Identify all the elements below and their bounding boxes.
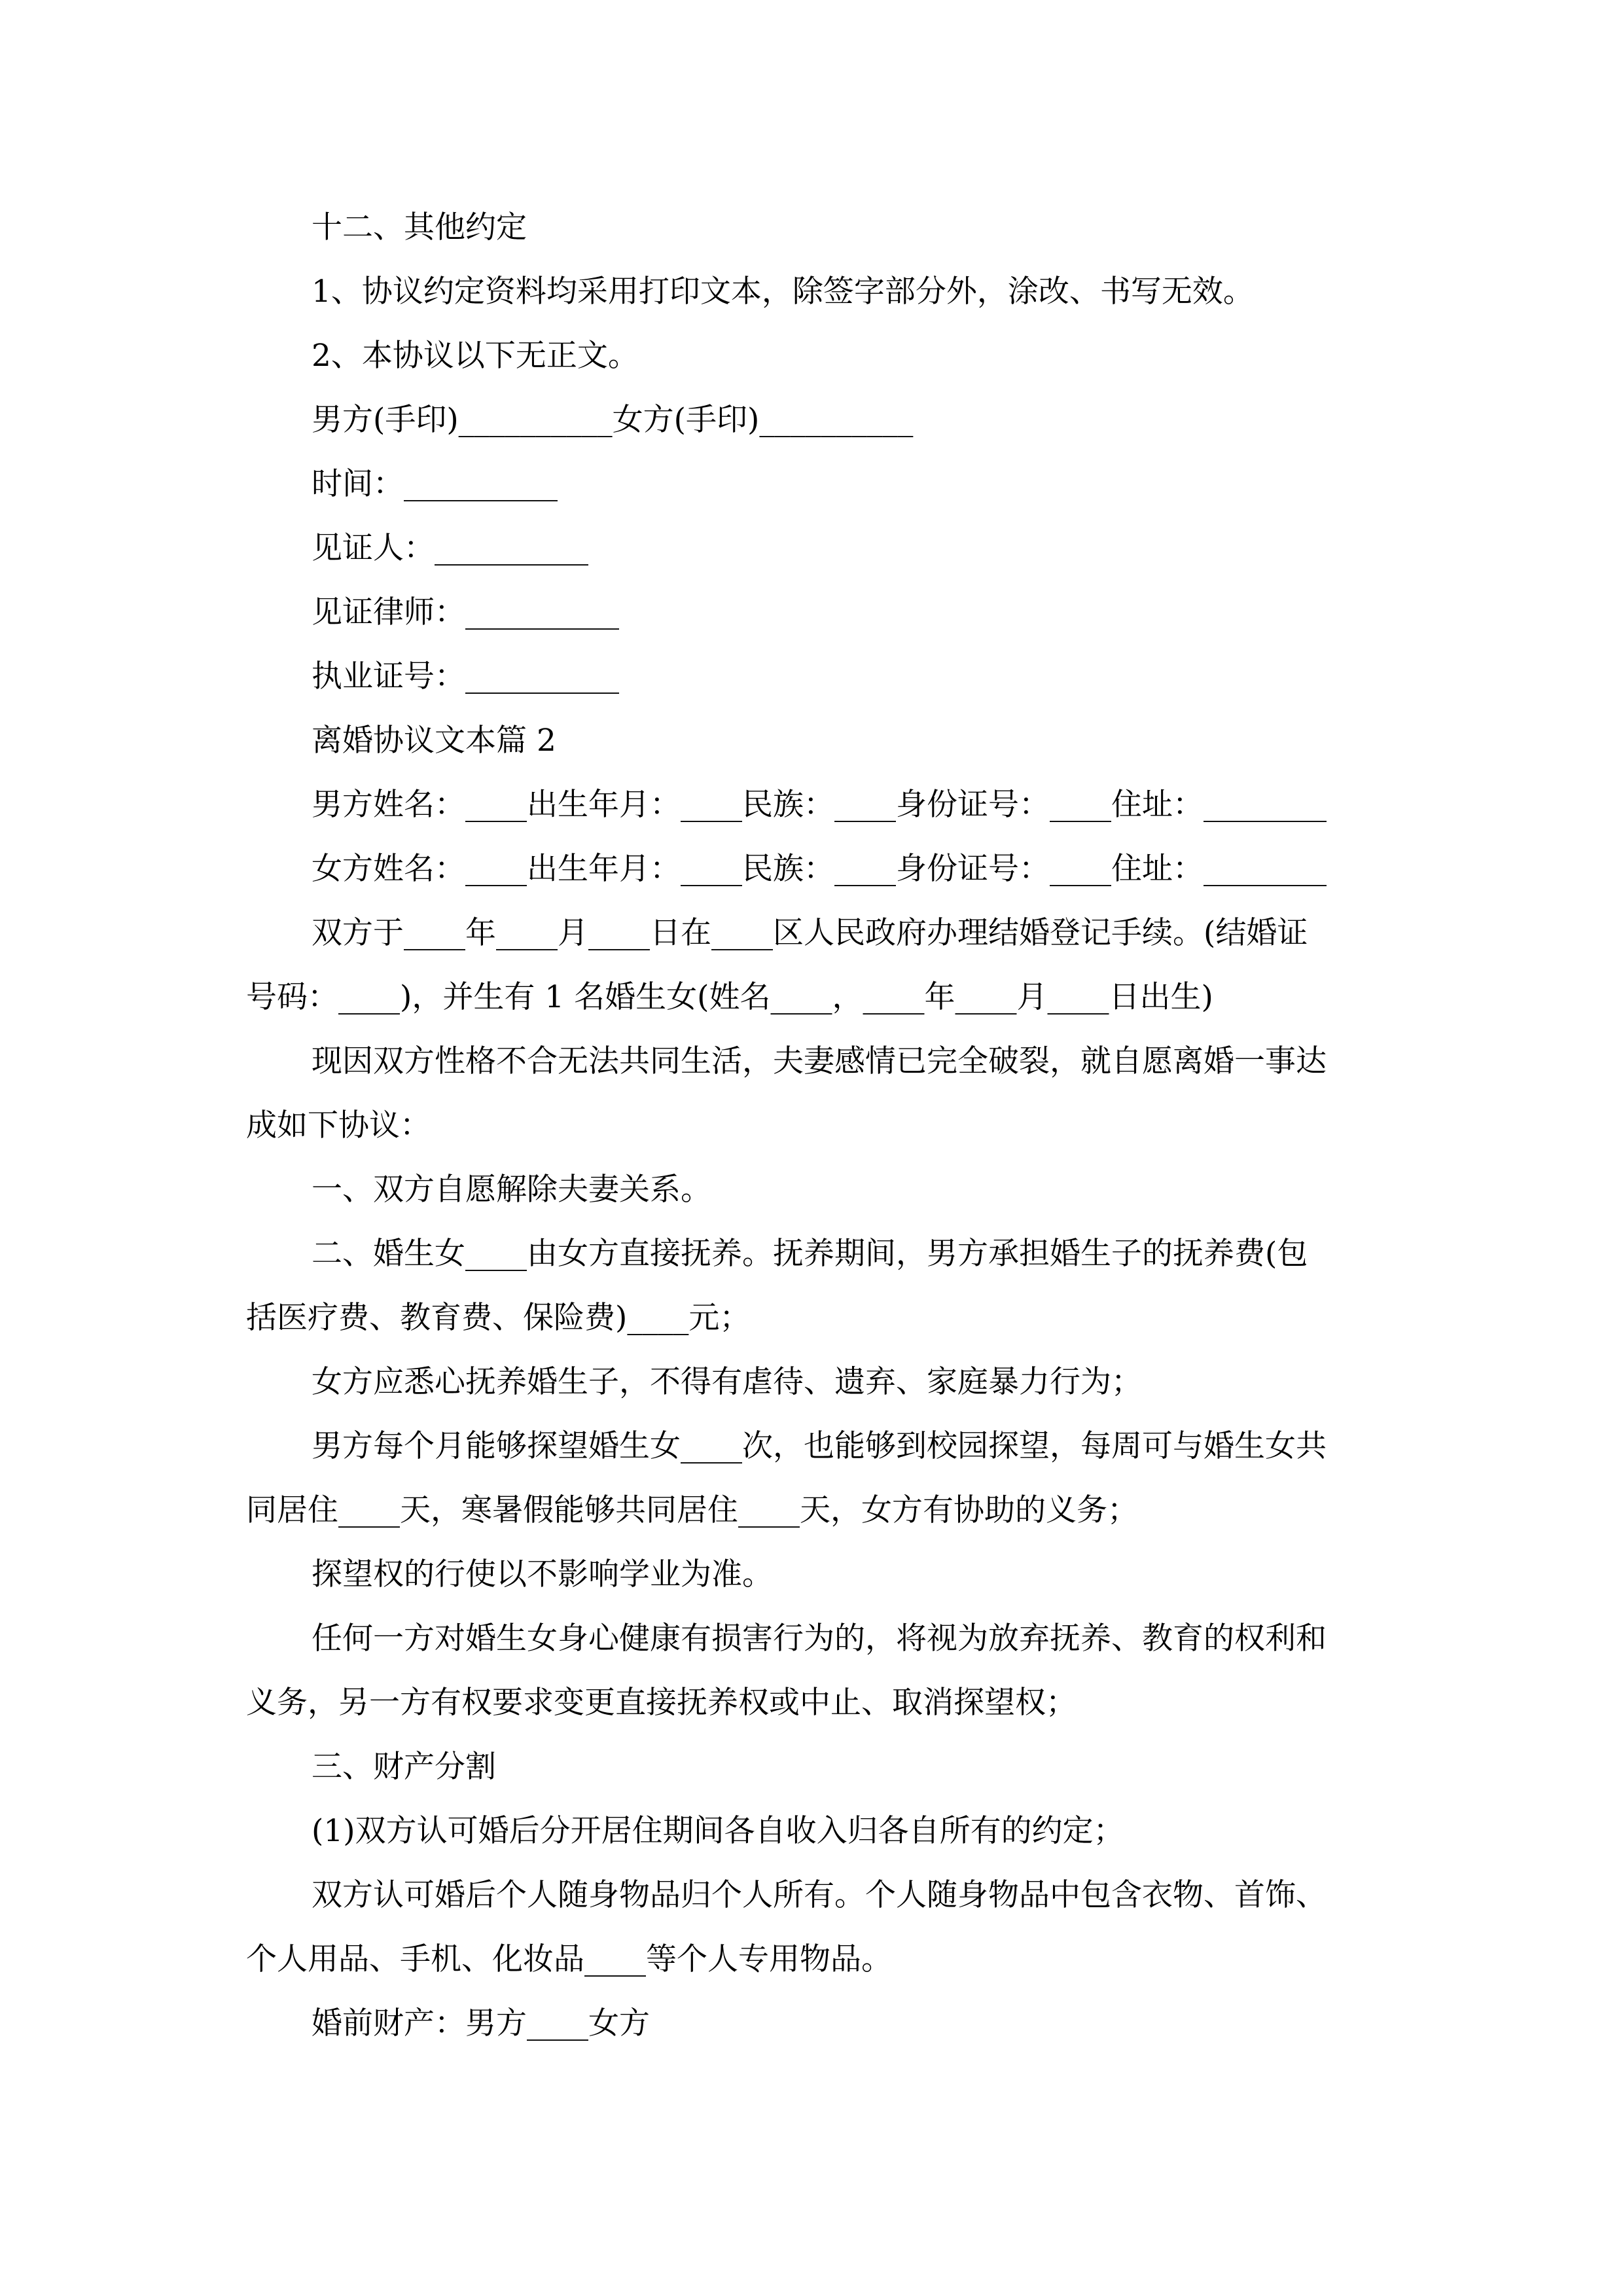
document-title: 离婚协议文本篇 2 [312, 723, 556, 759]
paragraph-continuation: 号码：____)，并生有 1 名婚生女(姓名____，____年____月____日出生) [246, 979, 1213, 1015]
paragraph: 双方于____年____月____日在____区人民政府办理结婚登记手续。(结婚证 [312, 915, 1308, 951]
signature-line-fingerprints: 男方(手印)__________女方(手印)__________ [312, 402, 914, 438]
paragraph: (1)双方认可婚后分开居住期间各自收入归各自所有的约定； [312, 1813, 1124, 1849]
section-heading-3: 三、财产分割 [312, 1749, 496, 1785]
paragraph: 女方应悉心抚养婚生子，不得有虐待、遗弃、家庭暴力行为； [312, 1364, 1142, 1400]
signature-line-date: 时间：__________ [312, 466, 558, 502]
paragraph: 1、协议约定资料均采用打印文本，除签字部分外，涂改、书写无效。 [312, 274, 1254, 310]
female-info-line: 女方姓名：____出生年月：____民族：____身份证号：____住址：________ [312, 851, 1327, 887]
paragraph: 现因双方性格不合无法共同生活，夫妻感情已完全破裂，就自愿离婚一事达 [312, 1043, 1327, 1079]
paragraph-continuation: 成如下协议： [246, 1107, 431, 1143]
paragraph: 2、本协议以下无正文。 [312, 338, 639, 374]
signature-line-witness: 见证人：__________ [312, 530, 588, 566]
paragraph: 任何一方对婚生女身心健康有损害行为的，将视为放弃抚养、教育的权利和 [312, 1621, 1327, 1657]
section-heading-other-agreements: 十二、其他约定 [312, 209, 527, 245]
paragraph: 男方每个月能够探望婚生女____次，也能够到校园探望，每周可与婚生女共 [312, 1428, 1327, 1464]
paragraph-continuation: 个人用品、手机、化妆品____等个人专用物品。 [246, 1941, 892, 1977]
paragraph: 双方认可婚后个人随身物品归个人所有。个人随身物品中包含衣物、首饰、 [312, 1877, 1327, 1913]
signature-line-license: 执业证号：__________ [312, 658, 619, 694]
male-info-line: 男方姓名：____出生年月：____民族：____身份证号：____住址：________ [312, 787, 1327, 823]
paragraph-continuation: 义务，另一方有权要求变更直接抚养权或中止、取消探望权； [246, 1685, 1077, 1721]
paragraph: 探望权的行使以不影响学业为准。 [312, 1556, 773, 1592]
paragraph-continuation: 同居住____天，寒暑假能够共同居住____天，女方有协助的义务； [246, 1492, 1138, 1528]
section-heading-1: 一、双方自愿解除夫妻关系。 [312, 1172, 711, 1208]
paragraph-continuation: 括医疗费、教育费、保险费)____元； [246, 1300, 751, 1336]
signature-line-lawyer: 见证律师：__________ [312, 594, 619, 630]
section-heading-2: 二、婚生女____由女方直接抚养。抚养期间，男方承担婚生子的抚养费(包 [312, 1236, 1308, 1272]
paragraph: 婚前财产：男方____女方 [312, 2005, 650, 2041]
